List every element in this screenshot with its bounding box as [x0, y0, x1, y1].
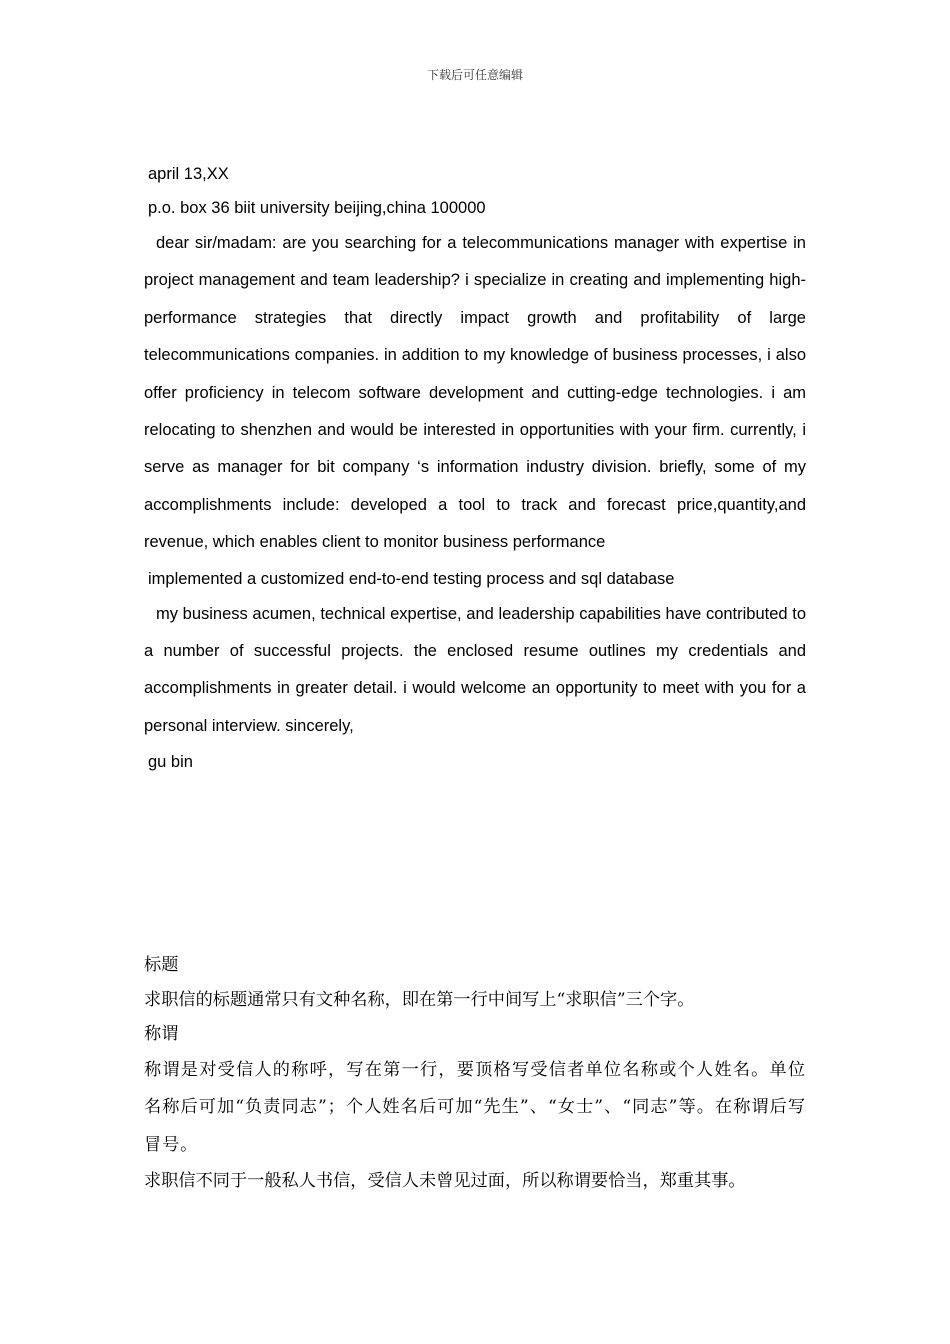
header-note: 下载后可任意编辑 [426, 68, 523, 82]
notes-heading-title: 标题 [144, 955, 179, 975]
notes-salutation-text: 称谓是对受信人的称呼，写在第一行，要顶格写受信者单位名称或个人姓名。单位名称后可加“负责同志”；个人姓名后可加“先生”、“女士”、“同志”等。在称谓后写冒号。 [144, 1059, 807, 1155]
letter-body-paragraph-2: my business acumen, technical expertise, and leadership capabilities have contributed to a number of successful projects. the enclosed resume outlines my credentials and accomplishments in greater detail. i would welcome an opportunity to meet with you for a personal interview. sincerely, [144, 604, 806, 735]
letter-body-paragraph-1: dear sir/madam: are you searching for a telecommunications manager with expertise in project management and team leadership? i specialize in creating and implementing high-performance strategies that directly impact growth and profitability of large telecommunications companies. in addition to my knowledge of business processes, i also offer proficiency in telecom software development and cutting-edge technologies. i am relocating to shenzhen and would be interested in opportunities with your firm. currently, i serve as manager for bit company ‘s information industry division. briefly, some of my accomplishments include: developed a tool to track and forecast price,quantity,and revenue, which enables client to monitor business performance [144, 234, 806, 552]
notes-heading-salutation: 称谓 [144, 1024, 179, 1044]
letter-date: april 13,XX [148, 165, 229, 183]
writing-notes [144, 948, 806, 1199]
letter-address: p.o. box 36 biit university beijing,china 100000 [148, 199, 486, 217]
letter-signature: gu bin [148, 753, 193, 772]
letter-accomplishment-line: implemented a customized end-to-end testing process and sql database [148, 569, 675, 588]
notes-salutation-note: 求职信不同于一般私人书信，受信人未曾见过面，所以称谓要恰当，郑重其事。 [144, 1171, 746, 1191]
notes-title-text: 求职信的标题通常只有文种名称，即在第一行中间写上“求职信”三个字。 [144, 989, 695, 1010]
cover-letter [144, 157, 806, 779]
